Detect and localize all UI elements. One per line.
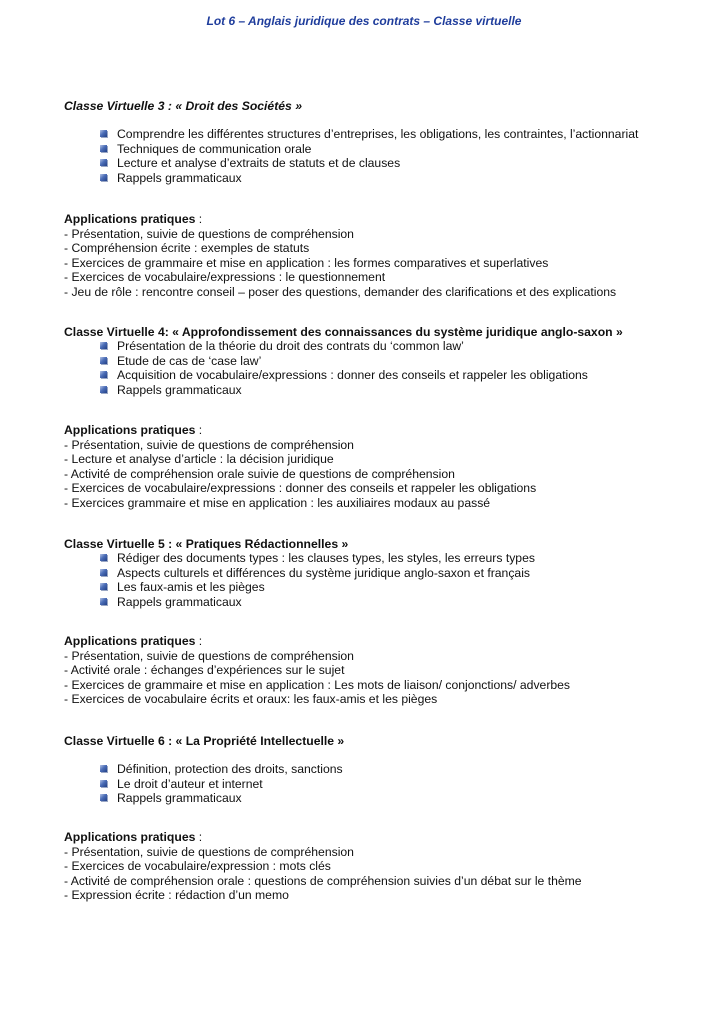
bullet-icon <box>100 371 107 378</box>
section-cv3 <box>64 99 714 114</box>
list-item: - Exercices de grammaire et mise en application : Les mots de liaison/ conjonctions/ adverbes <box>64 677 571 692</box>
list-item: - Exercices de grammaire et mise en application : les formes comparatives et superlatives <box>64 255 549 270</box>
section-cv6 <box>64 734 714 749</box>
applications-cv4: Applications pratiques : - Présentation, suivie de questions de compréhension - Lecture et analyse d’article : la décision juridique - Activité de compréhension orale suivie de questions de compréhension - Exercices de vocabulaire/expressions : donner des conseils et rappeler les obligations - Exercices grammaire et mise en application : les auxiliaires modaux au passé <box>64 423 714 510</box>
bullet-icon <box>100 386 107 393</box>
applications-cv5: Applications pratiques : - Présentation, suivie de questions de compréhension - Activité orale : échanges d’expériences sur le sujet - Exercices de grammaire et mise en application : Les mots de liaison/ conjonctions/ adverbes - Exercices de vocabulaire écrits et oraux: les faux-amis et les pièges <box>64 634 714 707</box>
list-item: - Exercices de vocabulaire/expressions : donner des conseils et rappeler les obligations <box>64 481 537 495</box>
list-item: Rappels grammaticaux <box>64 595 714 610</box>
section-title: Classe Virtuelle 4: « Approfondissement des connaissances du système juridique anglo-saxon » <box>64 325 623 339</box>
list-item: - Présentation, suivie de questions de compréhension <box>64 844 354 859</box>
bullet-icon <box>100 780 107 787</box>
list-item: Acquisition de vocabulaire/expressions : donner des conseils et rappeler les obligations <box>64 368 714 383</box>
topic-list <box>64 127 714 185</box>
list-item: Aspects culturels et différences du système juridique anglo-saxon et français <box>64 566 714 581</box>
applications-cv6: Applications pratiques : - Présentation, suivie de questions de compréhension - Exercices de vocabulaire/expression : mots clés - Activité de compréhension orale : questions de compréhension suivies d’un débat sur le thème - Expression écrite : rédaction d’un memo <box>64 830 714 903</box>
applications-label: Applications pratiques <box>64 634 196 648</box>
applications-cv3: Applications pratiques : - Présentation, suivie de questions de compréhension - Compréhension écrite : exemples de statuts - Exercices de grammaire et mise en application : les formes comparatives et superlatives - Exercices de vocabulaire/expressions : le questionnement - Jeu de rôle : rencontre conseil – poser des questions, demander des clarifications et des explications <box>64 212 714 299</box>
list-item: - Activité orale : échanges d’expériences sur le sujet <box>64 663 345 677</box>
bullet-icon <box>100 554 107 561</box>
list-item: Rédiger des documents types : les clauses types, les styles, les erreurs types <box>64 551 714 566</box>
list-item: Présentation de la théorie du droit des contrats du ‘common law’ <box>64 339 714 354</box>
applications-label: Applications pratiques <box>64 423 196 437</box>
list-item: Le droit d’auteur et internet <box>64 777 714 792</box>
list-item: - Exercices de vocabulaire/expression : mots clés <box>64 859 331 873</box>
list-item: - Présentation, suivie de questions de compréhension <box>64 226 354 241</box>
topic-list <box>64 762 714 806</box>
bullet-icon <box>100 145 107 152</box>
list-item: Rappels grammaticaux <box>64 383 714 398</box>
bullet-icon <box>100 130 107 137</box>
topic-list <box>64 339 714 397</box>
list-item: - Lecture et analyse d’article : la décision juridique <box>64 452 334 466</box>
list-item: Rappels grammaticaux <box>64 791 714 806</box>
list-item: Lecture et analyse d’extraits de statuts et de clauses <box>64 156 714 171</box>
section-title: Classe Virtuelle 6 : « La Propriété Intellectuelle » <box>64 734 345 748</box>
list-item: - Exercices grammaire et mise en application : les auxiliaires modaux au passé <box>64 495 491 510</box>
list-item: Etude de cas de ‘case law’ <box>64 354 714 369</box>
bullet-icon <box>100 794 107 801</box>
bullet-icon <box>100 342 107 349</box>
list-item: - Activité de compréhension orale suivie de questions de compréhension <box>64 466 455 481</box>
list-item: - Activité de compréhension orale : questions de compréhension suivies d’un débat sur le thème <box>64 873 582 888</box>
list-item: - Compréhension écrite : exemples de statuts <box>64 241 310 255</box>
bullet-icon <box>100 159 107 166</box>
section-title: Classe Virtuelle 3 : « Droit des Sociétés » <box>64 99 302 113</box>
bullet-icon <box>100 583 107 590</box>
list-item: Comprendre les différentes structures d’entreprises, les obligations, les contraintes, l’actionnariat <box>64 127 714 142</box>
bullet-icon <box>100 174 107 181</box>
bullet-icon <box>100 598 107 605</box>
list-item: - Exercices de vocabulaire/expressions : le questionnement <box>64 270 386 284</box>
list-item: Définition, protection des droits, sanctions <box>64 762 714 777</box>
bullet-icon <box>100 765 107 772</box>
applications-label: Applications pratiques <box>64 212 196 226</box>
section-title: Classe Virtuelle 5 : « Pratiques Rédactionnelles » <box>64 537 349 551</box>
page-header: Lot 6 – Anglais juridique des contrats – Classe virtuelle <box>206 14 522 28</box>
section-cv4 <box>64 325 714 340</box>
list-item: - Présentation, suivie de questions de compréhension <box>64 437 354 452</box>
list-item: Rappels grammaticaux <box>64 171 714 186</box>
bullet-icon <box>100 569 107 576</box>
list-item: Les faux-amis et les pièges <box>64 580 714 595</box>
list-item: - Expression écrite : rédaction d’un memo <box>64 888 289 902</box>
list-item: Techniques de communication orale <box>64 142 714 157</box>
applications-label: Applications pratiques <box>64 830 196 844</box>
list-item: - Présentation, suivie de questions de compréhension <box>64 648 354 663</box>
section-cv5 <box>64 537 714 552</box>
topic-list <box>64 551 714 609</box>
list-item: - Jeu de rôle : rencontre conseil – poser des questions, demander des clarifications et des explications <box>64 284 617 299</box>
bullet-icon <box>100 357 107 364</box>
list-item: - Exercices de vocabulaire écrits et oraux: les faux-amis et les pièges <box>64 692 438 706</box>
